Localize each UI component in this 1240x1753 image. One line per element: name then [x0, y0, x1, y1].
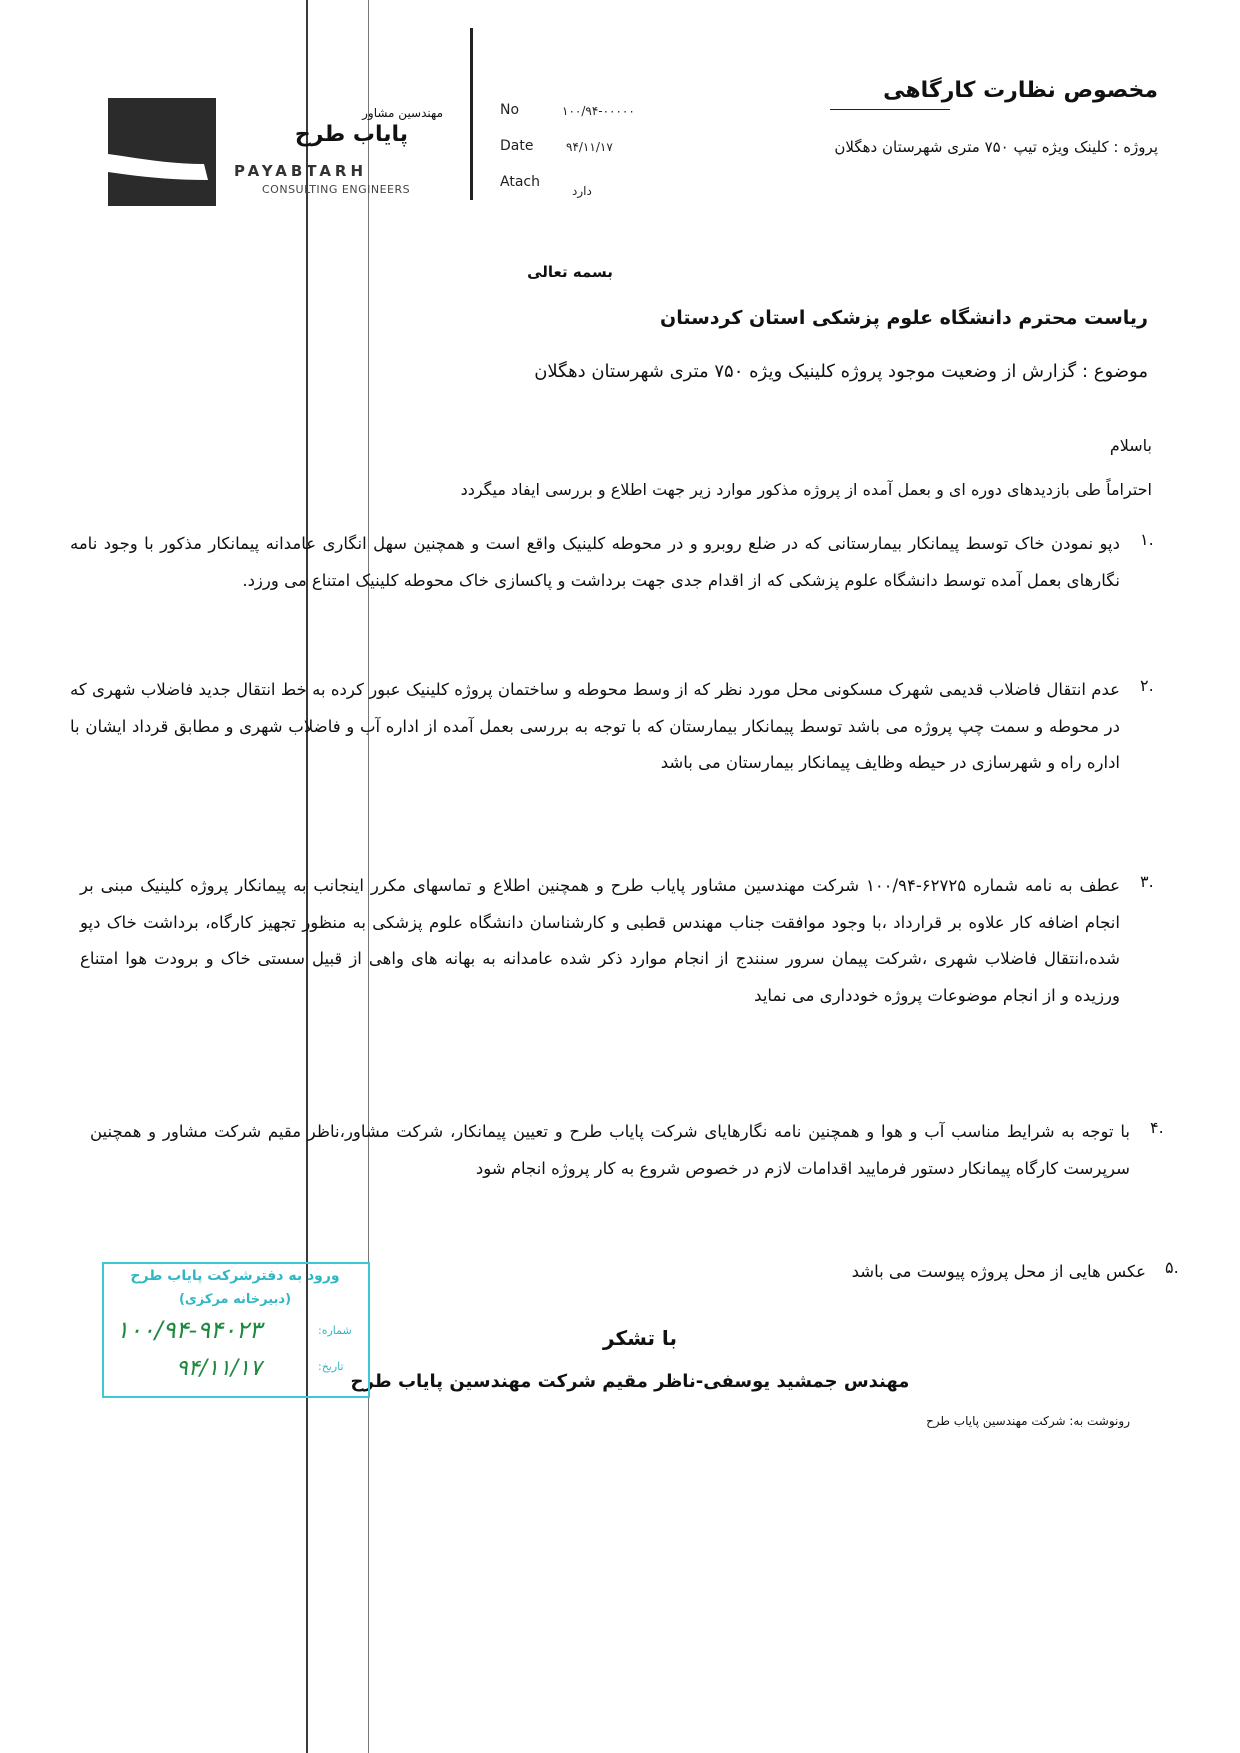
stamp-number-handwritten: ۱۰۰/۹۴-۹۴۰۲۳	[116, 1316, 262, 1344]
item-5-number: ۵.	[1165, 1258, 1179, 1277]
stamp-subtitle: (دبیرخانه مرکزی)	[178, 1292, 292, 1307]
ref-no-label: No	[500, 102, 520, 118]
ref-date-label: Date	[500, 138, 534, 154]
ref-attach-value: دارد	[572, 184, 592, 198]
item-1-number: ۱.	[1140, 530, 1154, 549]
logo-en-name: PAYABTARH	[234, 162, 368, 180]
header-special-underline	[830, 109, 950, 110]
ref-divider	[470, 28, 473, 200]
basmala: بسمه تعالی	[527, 263, 613, 281]
item-5-text: عکس هایی از محل پروژه پیوست می باشد	[851, 1262, 1146, 1281]
signature-line: مهندس جمشید یوسفی-ناظر مقیم شرکت مهندسین پایاب طرح	[350, 1371, 910, 1392]
item-3-text: عطف به نامه شماره ۶۲۷۲۵-۱۰۰/۹۴ شرکت مهندسین مشاور پایاب طرح و همچنین اطلاع و تماسهای مکرر اینجانب به پیمانکار پروژه کلینیک مبنی بر انجام اضافه کار علاوه بر قرارداد ،با وجود موافقت جناب مهندس قطبی و کارشناسان دانشگاه علوم پزشکی به منظور تجهیز کارگاه، برداشت خاک دپو شده،انتقال فاضلاب شهری ،شرکت پیمان سرور سنندج از انجام موارد ذکر شده عامدانه به بهانه های واهی از قبیل سستی خاک و برودت هوا امتناع ورزیده و از انجام موضوعات پروژه خودداری می نماید	[80, 876, 1121, 1005]
item-2-number: ۲.	[1140, 676, 1154, 695]
subject: موضوع : گزارش از وضعیت موجود پروژه کلینیک ویژه ۷۵۰ متری شهرستان دهگلان	[534, 361, 1148, 382]
item-2-text: عدم انتقال فاضلاب قدیمی شهرک مسکونی محل مورد نظر که از وسط محوطه و ساختمان پروژه کلینیک عبور کرده به خط انتقال جدید فاضلاب شهری که در محوطه و سمت چپ پروژه می باشد توسط پیمانکار بیمارستان که با توجه به بررسی بعمل آمده از اداره آب و فاضلاب شهری و مطابق قرداد ایشان با اداره راه و شهرسازی در حیطه وظایف پیمانکار بیمارستان می باشد	[70, 680, 1120, 773]
greeting: باسلام	[1109, 436, 1152, 455]
item-4-text: با توجه به شرایط مناسب آب و هوا و همچنین نامه نگارهایای شرکت پایاب طرح و تعیین پیمانکار، شرکت مشاور،ناظر مقیم شرکت مشاور و همچنین سرپرست کارگاه پیمانکار دستور فرمایید اقدامات لازم در خصوص شروع به کار پروژه انجام شود	[90, 1122, 1130, 1178]
header-special: مخصوص نظارت کارگاهی	[883, 78, 1158, 103]
intro: احتراماً طی بازدیدهای دوره ای و بعمل آمده از پروژه مذکور موارد زیر جهت اطلاع و بررسی ایفاد میگردد	[460, 480, 1152, 499]
recipient: ریاست محترم دانشگاه علوم پزشکی استان کردستان	[660, 307, 1148, 329]
logo-fa-subtitle: مهندسین مشاور	[362, 106, 443, 120]
ref-attach-label: Atach	[500, 174, 540, 190]
ref-no-value: ۱۰۰/۹۴-۰۰۰۰۰	[562, 104, 635, 118]
stamp-title: ورود به دفترشرکت پایاب طرح	[130, 1268, 340, 1284]
logo-mark	[108, 98, 216, 206]
logo-fa-name: پایاب طرح	[294, 122, 408, 147]
closing-thanks: با تشکر	[603, 1326, 677, 1350]
stamp-date-handwritten: ۹۴/۱۱/۱۷	[176, 1356, 262, 1381]
stamp-number-label: شماره:	[318, 1324, 352, 1337]
header-project: پروژه : کلینک ویژه تیپ ۷۵۰ متری شهرستان دهگلان	[834, 138, 1158, 156]
item-4-number: ۴.	[1150, 1118, 1164, 1137]
stamp-date-label: تاریخ:	[318, 1360, 344, 1373]
item-1-text: دپو نمودن خاک توسط پیمانکار بیمارستانی که در ضلع روبرو و در محوطه کلینیک واقع است و همچنین سهل انگاری عامدانه پیمانکار مذکور با وجود نامه نگارهای بعمل آمده توسط دانشگاه علوم پزشکی که از اقدام جدی جهت برداشت و پاکسازی خاک محوطه کلینیک امتناع می ورزد.	[70, 534, 1120, 590]
registry-stamp	[102, 1262, 370, 1398]
carbon-copy: رونوشت به: شرکت مهندسین پایاب طرح	[926, 1414, 1130, 1428]
item-3-number: ۳.	[1140, 872, 1154, 891]
logo-en-subtitle: CONSULTING ENGINEERS	[262, 183, 411, 196]
ref-date-value: ۹۴/۱۱/۱۷	[566, 140, 613, 154]
